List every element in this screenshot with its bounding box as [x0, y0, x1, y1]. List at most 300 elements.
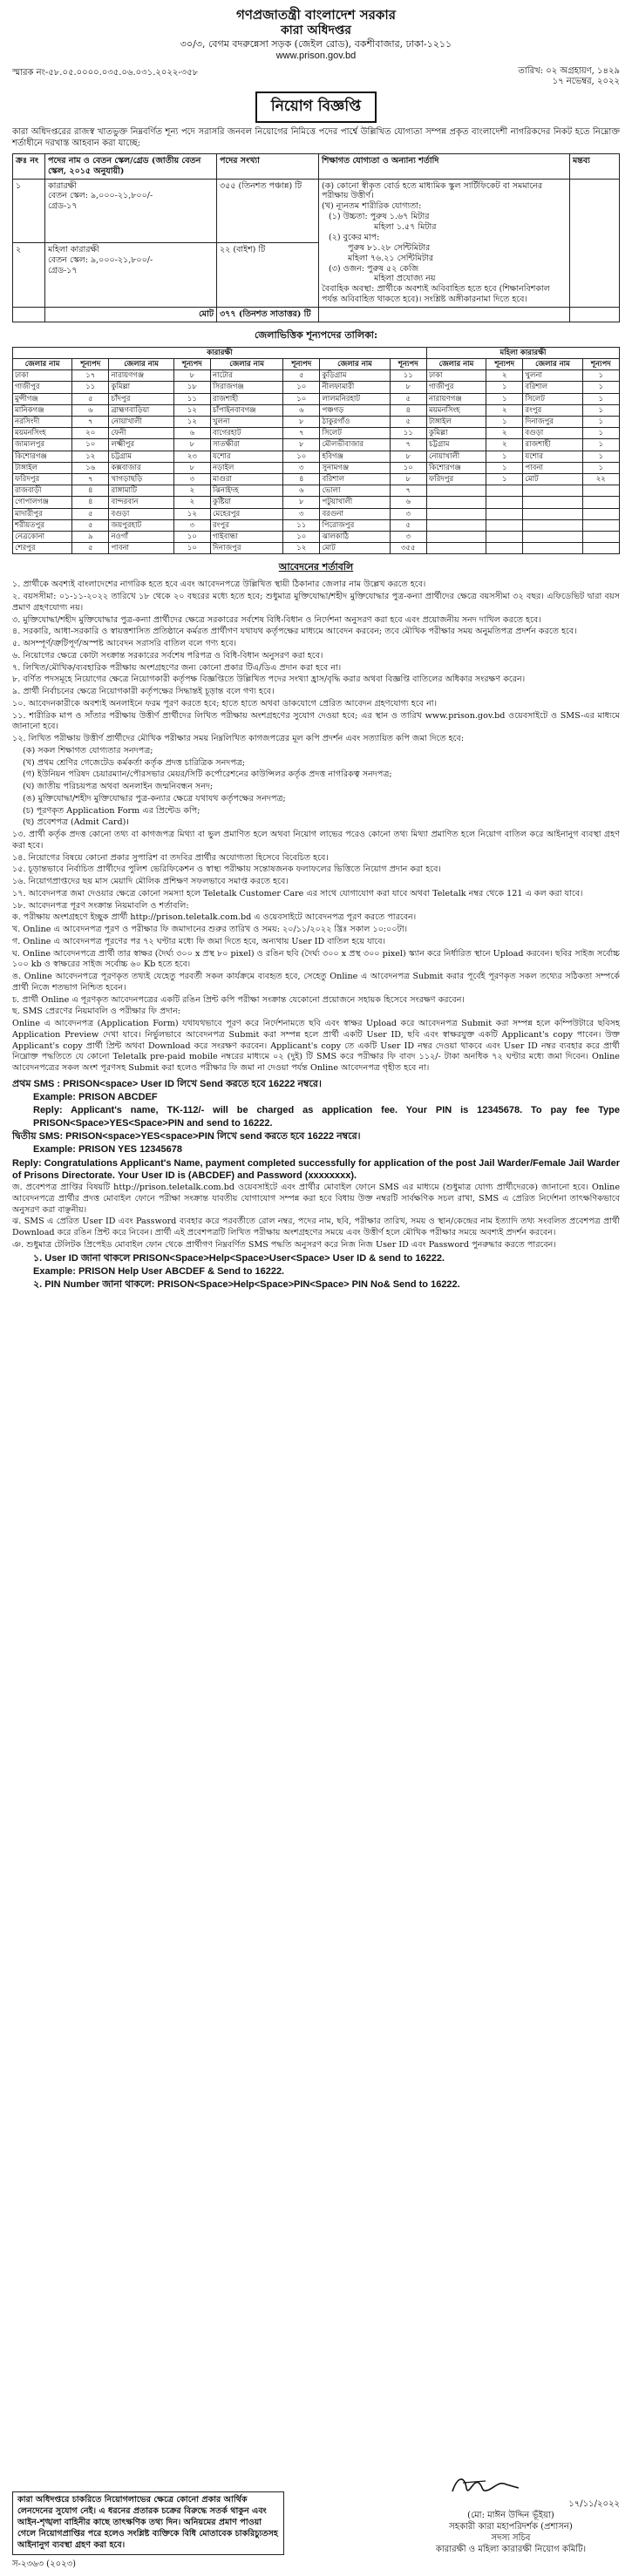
- female-district-vacancy: ২: [486, 439, 523, 451]
- condition-item: ১০. আবেদনকারীকে অবশ্যই অনলাইনে ফরম পূরণ করতে হবে; হাতে হাতে অথবা ডাকযোগে প্রেরিত আবেদন গ্রহণযোগ্য হবে না।: [12, 698, 438, 708]
- condition-item: ১৪. নিয়োগের বিষয়ে কোনো প্রকার সুপারিশ বা তদবির প্রার্থীর অযোগ্যতা হিসেবে বিবেচিত হবে।: [12, 852, 329, 863]
- female-district-name: রংপুর: [523, 404, 582, 416]
- condition-item: খ. Online এ আবেদনপত্র পূরণ ও পরীক্ষার ফি জমাদানের শুরুর তারিখ ও সময়: ২০/১১/২০২২ খ্রিঃ সকাল ১০:০০টা।: [12, 925, 408, 934]
- district-name: পঞ্চগড়: [320, 404, 390, 416]
- sms-second: দ্বিতীয় SMS: PRISON<space>YES<space>PIN লিখে send করতে হবে 16222 নম্বরে।: [12, 1130, 361, 1142]
- condition-item: ৯. প্রার্থী নির্বাচনের ক্ষেত্রে নিয়োগকারী কর্তৃপক্ষের সিদ্ধান্তই চূড়ান্ত বলে গণ্য হবে।: [12, 687, 275, 696]
- qualification-line: মহিলা প্রযোজ্য নয়: [374, 274, 436, 284]
- qualification-line: মহিলা ১.৫৭ মিটার: [374, 222, 437, 232]
- female-district-name: ময়মনসিংহ: [426, 404, 486, 416]
- vacancy-count-header: শূন্যপদ: [173, 359, 210, 370]
- post-count: ৩৫৫ (তিনশত পঞ্চান্ন) টি: [217, 179, 319, 243]
- district-vacancy: ৫: [72, 543, 109, 554]
- sms-example-2: Example: PRISON YES 12345678: [33, 1144, 183, 1156]
- post-serial: ২: [13, 243, 45, 308]
- district-vacancy: ১০: [283, 531, 320, 542]
- footer-code: স-২৩৬৩ (২০২৩): [12, 2559, 76, 2569]
- district-vacancy: ১২: [72, 451, 109, 462]
- post-serial: ১: [13, 179, 45, 243]
- female-district-name: নোয়াখালী: [426, 451, 486, 462]
- female-district-vacancy: ১: [486, 462, 523, 473]
- female-group-title: মহিলা কারারক্ষী: [426, 347, 619, 358]
- district-name: নরসিংদী: [13, 417, 72, 428]
- district-vacancy: ৬: [283, 404, 320, 416]
- post-name: মহিলা কারারক্ষী: [48, 245, 99, 255]
- female-district-vacancy: ১: [486, 382, 523, 393]
- district-vacancy: ৪: [72, 485, 109, 497]
- female-district-name: কিশোরগঞ্জ: [426, 462, 486, 473]
- vacancy-row: [13, 439, 620, 451]
- condition-item: ঙ. Online আবেদনপত্রে পূরণকৃত তথ্যই যেহেতু পরবর্তী সকল কার্যক্রমে ব্যবহৃত হবে, সেহেতু Online এ আবেদনপত্র Submit করার পূর্বেই পূরণকৃত সকল তথ্যের সঠিকতা সম্পর্কে প্রার্থী নিজে শতভাগ নিশ্চিত হবেন।: [12, 972, 620, 993]
- col-serial: ক্রঃ নং: [13, 153, 45, 179]
- condition-item: Online এ আবেদনপত্র (Application Form) যথাযথভাবে পূরণ করে নির্দেশনামতে ছবি এবং স্বাক্ষর Upload করে আবেদনপত্র Submit করা সম্পন্ন হলে কম্পিউটারে ছবিসহ Application Preview দেখা যাবে। নির্ভুলভাবে আবেদনপত্র Submit করা সম্পন্ন হলে প্রার্থী একটি User ID, ছবি এবং স্বাক্ষরযুক্ত একটি Applicant's copy পাবেন। উক্ত Applicant's copy প্রার্থী প্রিন্ট অথবা Download করে সংরক্ষণ করবেন। Applicant's copy তে একটি User ID নম্বর দেওয়া থাকবে এবং User ID নম্বর ব্যবহার করে প্রার্থী নিম্নোক্ত পদ্ধতিতে যে কোনো Teletalk pre-paid mobile নম্বরের মাধ্যমে ০২ (দুই) টি SMS করে পরীক্ষার ফি বাবদ ১১২/- টাকা অনধিক ৭২ ঘণ্টার মধ্যে জমা দিবেন। Online আবেদনপত্রের সকল অংশ পূরণসহ Submit করা হলেও পরীক্ষার ফি জমা না দেওয়া পর্যন্ত Online আবেদনপত্র গৃহীত হবে না।: [12, 1019, 620, 1073]
- vacancy-count-header: শূন্যপদ: [390, 359, 426, 370]
- district-vacancy: ৪: [390, 404, 426, 416]
- condition-item: ১৮. আবেদনপত্র পূরণ সংক্রান্ত নিয়মাবলি ও শর্তাবলি:: [12, 900, 189, 911]
- condition-jha: ঝ. SMS এ প্রেরিত User ID এবং Password ব্যবহার করে পরবর্তীতে রোল নম্বর, পদের নাম, ছবি, পরীক্ষার তারিখ, সময় ও স্থান/কেন্দ্রের নাম ইত্যাদি তথ্য সংবলিত প্রবেশপত্র প্রার্থী Download করে রঙিন প্রিন্ট করে নিবেন। প্রার্থী এই প্রবেশপত্রটি লিখিত পরীক্ষায় অংশগ্রহণের সময়ে এবং উত্তীর্ণ হলে মৌখিক পরীক্ষার সময়ে অবশ্যই প্রদর্শন করবেন।: [12, 1217, 620, 1238]
- district-name: বগুড়া: [109, 508, 173, 519]
- condition-item: ১২. লিখিত পরীক্ষায় উত্তীর্ণ প্রার্থীদের মৌখিক পরীক্ষার সময় নিম্নলিখিত কাগজপত্রের মূল কপি প্রদর্শন এবং সত্যায়িত কপি জমা দিতে হবে:: [12, 734, 465, 743]
- district-name: মেহেরপুর: [211, 508, 283, 519]
- office-address: ৩০/৩, বেগম বদরুন্নেসা সড়ক (জেইল রোড), বকশীবাজার, ঢাকা-১২১১: [180, 38, 452, 51]
- condition-item: ক. পরীক্ষায় অংশগ্রহণে ইচ্ছুক প্রার্থী http://prison.teletalk.com.bd এ ওয়েবসাইটে আবেদনপত্র পূরণ করতে পারবেন।: [12, 912, 417, 923]
- district-header: জেলার নাম: [13, 359, 72, 370]
- qualification-line: (ক) কোনো স্বীকৃত বোর্ড হতে মাধ্যমিক স্কুল সার্টিফিকেট বা সমমানের পরীক্ষায় উত্তীর্ণ।: [322, 180, 543, 201]
- district-vacancy: ১০: [283, 451, 320, 462]
- district-vacancy: ৫: [72, 519, 109, 531]
- signature-image: [445, 2471, 576, 2498]
- intro-paragraph: কারা অধিদপ্তরের রাজস্ব খাতভুক্ত নিম্নবর্ণিত শূন্য পদে সরাসরি জনবল নিয়োগের নিমিত্তে পদের পার্শ্বে উল্লিখিত যোগ্যতা সম্পন্ন প্রকৃত বাংলাদেশী নাগরিকদের নিকট হতে নিম্নোক্ত শর্তাধীনে দরখাস্ত আহবান করা যাচ্ছে:: [12, 126, 620, 149]
- female-district-vacancy: [582, 497, 619, 508]
- qualification-line: (খ) ন্যূনতম শারীরিক যোগ্যতা:: [322, 201, 422, 212]
- date-bangla: ০২ অগ্রহায়ণ, ১৪২৯: [546, 65, 620, 76]
- district-vacancy: ১৬: [72, 462, 109, 473]
- district-vacancy: ২: [173, 485, 210, 497]
- female-district-vacancy: ২২: [582, 473, 619, 485]
- vacancy-column-header: [13, 359, 620, 370]
- district-vacancy: ১১: [72, 382, 109, 393]
- female-district-vacancy: ১: [582, 462, 619, 473]
- district-vacancy: ৬: [173, 428, 210, 439]
- district-vacancy: ৮: [390, 451, 426, 462]
- female-district-name: বরিশাল: [523, 382, 582, 393]
- district-vacancy: ১০: [173, 543, 210, 554]
- female-district-name: গাজীপুর: [426, 382, 486, 393]
- condition-item: ঘ. Online আবেদনপত্রে প্রার্থী তার স্বাক্ষর (দৈর্ঘ্য ৩০০ x প্রস্থ ৮০ pixel) ও রঙিন ছবি (দৈর্ঘ্য ৩০০ x প্রস্থ ৩০০ pixel) স্ক্যান করে নির্ধারিত স্থানে Upload করবেন। ছবির সাইজ সর্বোচ্চ ১০০ kb ও স্বাক্ষরের সাইজ সর্বোচ্চ ৬০ Kb হতে হবে।: [12, 948, 620, 970]
- vacancy-row: [13, 543, 620, 554]
- district-name: কিশোরগঞ্জ: [13, 451, 72, 462]
- district-name: ফেনী: [109, 428, 173, 439]
- district-vacancy: ৮: [283, 497, 320, 508]
- district-vacancy: ১৮: [173, 382, 210, 393]
- sms-first: প্রথম SMS : PRISON<space> User ID লিখে Send করতে হবে 16222 নম্বরে।: [12, 1078, 322, 1089]
- district-vacancy: ৮: [390, 382, 426, 393]
- district-header: জেলার নাম: [523, 359, 582, 370]
- district-vacancy: ৮: [283, 439, 320, 451]
- district-vacancy: ৮: [390, 473, 426, 485]
- vacancy-count-header: শূন্যপদ: [582, 359, 619, 370]
- district-vacancy: ৭: [72, 473, 109, 485]
- district-vacancy: ৮: [173, 462, 210, 473]
- female-district-name: রাজশাহী: [523, 439, 582, 451]
- district-vacancy: ১২: [173, 404, 210, 416]
- reference-row: [12, 66, 620, 88]
- vacancy-row: [13, 370, 620, 382]
- conditions-list: [12, 580, 620, 1074]
- signer-name: (মো: মাঈন উদ্দিন ভূঁইয়া): [467, 2511, 554, 2520]
- col-post: পদের নাম ও বেতন স্কেল/গ্রেড (জাতীয় বেতন স্কেল, ২০১৫ অনুযায়ী): [45, 153, 217, 179]
- district-name: মৌলভীবাজার: [320, 439, 390, 451]
- female-district-name: টাঙ্গাইল: [426, 417, 486, 428]
- female-district-name: [426, 543, 486, 554]
- district-header: জেলার নাম: [211, 359, 283, 370]
- condition-item: ২. বয়সসীমা: ০১-১১-২০২২ তারিখে ১৮ থেকে ২০ বছরের মধ্যে হতে হবে; শুধুমাত্র মুক্তিযোদ্ধা/শহীদ মুক্তিযোদ্ধার পুত্র-কন্যা প্রার্থীদের ক্ষেত্রে বয়সসীমা ৩২ বছর। এফিডেভিট দ্বারা বয়স প্রমাণ গ্রহণযোগ্য নয়।: [12, 592, 620, 613]
- sms-reply-2: Reply: Congratulations Applicant's Name, payment completed successfully for application of the post Jail Warder/Female Jail Warder of Prisons Directorate. Your User ID is (ABCDEF) and Password (xxxxxxxx).: [12, 1157, 620, 1181]
- district-name: কুড়িগ্রাম: [320, 370, 390, 382]
- district-name: নীলফামারী: [320, 382, 390, 393]
- district-vacancy: ১২: [173, 417, 210, 428]
- female-district-vacancy: [582, 508, 619, 519]
- female-district-vacancy: ১: [582, 404, 619, 416]
- col-remarks: মন্তব্য: [570, 153, 620, 179]
- letterhead: [12, 7, 620, 63]
- condition-item: (ঘ) জাতীয় পরিচয়পত্র অথবা অনলাইন জন্মনিবন্ধন সনদ;: [23, 782, 214, 791]
- district-vacancy: ৫: [390, 417, 426, 428]
- remarks-cell: [570, 179, 620, 308]
- female-district-vacancy: [486, 485, 523, 497]
- post-count: ২২ (বাইশ) টি: [217, 243, 319, 308]
- condition-item: গ. Online এ আবেদনপত্র পূরণের পর ৭২ ঘণ্টার মধ্যে ফি জমা দিতে হবে, অন্যথায় User ID বাতিল হয়ে যাবে।: [12, 936, 386, 946]
- vacancy-row: [13, 519, 620, 531]
- female-district-vacancy: ১: [582, 417, 619, 428]
- district-name: কক্সবাজার: [109, 462, 173, 473]
- vacancy-title: জেলাভিত্তিক শূন্যপদের তালিকা:: [254, 329, 378, 341]
- district-name: খাগড়াছড়ি: [109, 473, 173, 485]
- district-name: জামালপুর: [13, 439, 72, 451]
- district-vacancy: ৮: [283, 417, 320, 428]
- condition-item: ১৭. আবেদনপত্র জমা দেওয়ার ক্ষেত্রে কোনো সমস্যা হলে Teletalk Customer Care এর সাথে যোগাযোগ করা যাবে অথবা Teletalk নম্বর থেকে 121 এ কল করা যাবে।: [12, 888, 583, 898]
- date-english: ১৭ নভেম্বর, ২০২২: [552, 77, 620, 87]
- qualification-line: (২) বুকের মাপ:: [329, 232, 380, 242]
- district-name: খুলনা: [211, 417, 283, 428]
- vacancy-row: [13, 485, 620, 497]
- total-label: মোট: [45, 308, 217, 322]
- female-district-vacancy: ১: [486, 393, 523, 404]
- bottom-row: [12, 2471, 620, 2555]
- female-district-vacancy: ১: [582, 439, 619, 451]
- district-vacancy: ১০: [72, 439, 109, 451]
- female-district-name: নারায়ণগঞ্জ: [426, 393, 486, 404]
- female-district-name: [426, 508, 486, 519]
- condition-item: (ছ) প্রবেশপত্র (Admit Card)।: [23, 817, 130, 828]
- female-district-vacancy: ১: [486, 473, 523, 485]
- female-district-name: চট্টগ্রাম: [426, 439, 486, 451]
- page-bottom: [12, 2471, 620, 2573]
- female-district-vacancy: [486, 543, 523, 554]
- district-vacancy: ৩: [283, 508, 320, 519]
- district-vacancy: ২৩: [173, 451, 210, 462]
- sms-lost-userid: ১. User ID জানা থাকলে PRISON<Space>Help<Space>User<Space> User ID & send to 16222.: [33, 1252, 445, 1264]
- condition-item: ৪. সরকারি, আধা-সরকারি ও স্বায়ত্তশাসিত প্রতিষ্ঠানে কর্মরত প্রার্থীগণ যথাযথ কর্তৃপক্ষের মাধ্যমে আবেদন করবেন; তবে মৌখিক পরীক্ষার সময় অনুমতিপত্র প্রদর্শন করতে হবে।: [12, 627, 577, 637]
- district-name: মাগুরা: [211, 473, 283, 485]
- post-total-row: [13, 308, 620, 322]
- district-name: মোট: [320, 543, 390, 554]
- vacancy-row: [13, 393, 620, 404]
- condition-item: ১১. শারীরিক মাপ ও সাঁতার পরীক্ষায় উত্তীর্ণ প্রার্থীদের লিখিত পরীক্ষায় অংশগ্রহণের সুযোগ দেওয়া হবে; এর স্থান ও তারিখ www.prison.gov.bd ওয়েবসাইটে ও SMS-এর মাধ্যমে জানানো হবে।: [12, 710, 620, 732]
- vacancy-group-header: [13, 347, 620, 358]
- district-name: বরগুনা: [320, 508, 390, 519]
- male-group-title: কারারক্ষী: [13, 347, 427, 358]
- district-vacancy: ৩: [173, 519, 210, 531]
- warning-box: কারা অধিদপ্তরে চাকরিতে নিয়োগলাভের ক্ষেত্রে কোনো প্রকার আর্থিক লেনদেনের সুযোগ নেই। এ ধরনের প্রতারক চক্রের বিরুদ্ধে সতর্ক থাকুন এবং আইন-শৃঙ্খলা বাহিনীর কাছে তাৎক্ষণিক তথ্য দিন। অনিয়মের প্রমাণ পাওয়া গেলে নিয়োগপ্রাপ্তির পরে হলেও সংশ্লিষ্ট ব্যক্তিকে বিধি মোতাবেক চাকরিচ্যুতসহ আইনানুগ ব্যবস্থা গ্রহণ করা হবে।: [12, 2491, 284, 2555]
- condition-item: (গ) ইউনিয়ন পরিষদ চেয়ারম্যান/পৌরসভার মেয়র/সিটি কর্পোরেশনের কাউন্সিলর কর্তৃক প্রদত্ত নাগরিকত্ব সনদপত্র;: [23, 769, 392, 780]
- qualification-line: বৈবাহিক অবস্থা: প্রার্থীকে অবশ্যই অবিবাহিত হতে হবে (শিক্ষানবিশকাল পর্যন্ত অবিবাহিত থাকতে হবে)। সংশ্লিষ্ট অঙ্গীকারনামা দিতে হবে।: [322, 284, 550, 305]
- female-district-vacancy: ২: [486, 428, 523, 439]
- district-vacancy: ৫: [283, 370, 320, 382]
- district-name: কুমিল্লা: [109, 382, 173, 393]
- post-grade: গ্রেড-১৭: [48, 266, 78, 275]
- qualification-line: পুরুষ ৮১.২৮ সেন্টিমিটার: [348, 242, 431, 253]
- district-name: শেরপুর: [13, 543, 72, 554]
- female-district-name: [523, 543, 582, 554]
- district-name: ঝিনাইদহ: [211, 485, 283, 497]
- district-vacancy: ১২: [283, 543, 320, 554]
- district-name: বান্দরবান: [109, 497, 173, 508]
- district-name: বাগেরহাট: [211, 428, 283, 439]
- district-vacancy: ২০: [72, 428, 109, 439]
- notice-title: নিয়োগ বিজ্ঞপ্তি: [255, 92, 377, 123]
- district-vacancy: ৪: [283, 473, 320, 485]
- district-name: রাঙ্গামাটি: [109, 485, 173, 497]
- district-header: জেলার নাম: [109, 359, 173, 370]
- district-header: জেলার নাম: [320, 359, 390, 370]
- qualification-line: (১) উচ্চতা: পুরুষ ১.৬৭ মিটার: [329, 212, 430, 222]
- website-link[interactable]: www.prison.gov.bd: [275, 51, 357, 61]
- female-district-vacancy: [486, 508, 523, 519]
- district-vacancy: ১০: [283, 382, 320, 393]
- female-district-name: [523, 531, 582, 542]
- district-vacancy: ৬: [390, 497, 426, 508]
- district-name: ঢাকা: [13, 370, 72, 382]
- vacancy-row: [13, 451, 620, 462]
- committee-name: কারারক্ষী ও মহিলা কারারক্ষী নিয়োগ কমিটি।: [435, 2545, 587, 2554]
- district-name: সুনামগঞ্জ: [320, 462, 390, 473]
- condition-item: ৬. নিয়োগের ক্ষেত্রে কোটা সংক্রান্ত সরকারের সর্বশেষ পরিপত্র ও বিধি-বিধান অনুসরণ করা হবে।: [12, 650, 323, 661]
- female-district-vacancy: [582, 485, 619, 497]
- district-header: জেলার নাম: [426, 359, 486, 370]
- district-vacancy: ১২: [173, 508, 210, 519]
- district-vacancy: ৭: [72, 417, 109, 428]
- district-vacancy: ১০: [173, 531, 210, 542]
- female-district-name: [426, 531, 486, 542]
- condition-item: (ক) সকল শিক্ষাগত যোগ্যতার সনদপত্র;: [23, 745, 153, 756]
- district-name: চাঁপাইনবাবগঞ্জ: [211, 404, 283, 416]
- district-name: নেত্রকোনা: [13, 531, 72, 542]
- memo-number: স্মারক নং-৫৮.০৫.০০০০.০৩৫.০৬.০৩১.২০২২-৩৫৮: [12, 67, 199, 78]
- district-vacancy: ২: [173, 497, 210, 508]
- district-vacancy: ১০: [283, 393, 320, 404]
- district-name: বরিশাল: [320, 473, 390, 485]
- female-district-name: সিলেট: [523, 393, 582, 404]
- date-label: তারিখ: [518, 65, 540, 76]
- vacancy-row: [13, 417, 620, 428]
- district-vacancy: ১৭: [72, 370, 109, 382]
- government-name: গণপ্রজাতন্ত্রী বাংলাদেশ সরকার: [236, 7, 396, 23]
- post-name: কারারক্ষী: [48, 180, 78, 191]
- signer-role: সদস্য সচিব: [491, 2533, 531, 2543]
- female-district-vacancy: ১: [582, 451, 619, 462]
- col-qualification: শিক্ষাগত যোগ্যতা ও অন্যান্য শর্তাদি: [319, 153, 570, 179]
- district-name: রাজশাহী: [211, 393, 283, 404]
- district-name: লালমনিরহাট: [320, 393, 390, 404]
- district-name: ব্রাহ্মণবাড়িয়া: [109, 404, 173, 416]
- district-vacancy: ৩: [283, 462, 320, 473]
- female-district-vacancy: ২: [486, 370, 523, 382]
- district-name: জয়পুরহাট: [109, 519, 173, 531]
- district-vacancy: ৮: [173, 370, 210, 382]
- district-name: নড়াইল: [211, 462, 283, 473]
- female-district-vacancy: [582, 531, 619, 542]
- vacancy-row: [13, 382, 620, 393]
- total-count: ৩৭৭ (তিনশত সাতাত্তর) টি: [217, 308, 319, 322]
- district-vacancy: ৬: [72, 404, 109, 416]
- female-district-name: [426, 519, 486, 531]
- title-wrap: [12, 92, 620, 123]
- district-name: পিরোজপুর: [320, 519, 390, 531]
- district-vacancy: ৩: [390, 531, 426, 542]
- district-name: পটুয়াখালী: [320, 497, 390, 508]
- district-vacancy: ৬: [283, 485, 320, 497]
- vacancy-row: [13, 428, 620, 439]
- district-name: নোয়াখালী: [109, 417, 173, 428]
- vacancy-row: [13, 404, 620, 416]
- female-district-name: বগুড়া: [523, 428, 582, 439]
- female-district-vacancy: ১: [582, 393, 619, 404]
- district-name: হবিগঞ্জ: [320, 451, 390, 462]
- post-table: [12, 153, 620, 322]
- district-name: সিরাজগঞ্জ: [211, 382, 283, 393]
- post-name-cell: [45, 243, 217, 308]
- department-name: কারা অধিদপ্তর: [280, 23, 352, 37]
- col-count: পদের সংখ্যা: [217, 153, 319, 179]
- district-name: চাঁদপুর: [109, 393, 173, 404]
- vacancy-table: [12, 347, 620, 554]
- district-vacancy: ৮: [173, 439, 210, 451]
- sms-lost-userid-example: Example: PRISON Help User ABCDEF & Send to 16222.: [33, 1265, 285, 1277]
- condition-nio: ঞ. শুধুমাত্র টেলিটক প্রিপেইড মোবাইল ফোন থেকে প্রার্থীগণ নিম্নবর্ণিত SMS পদ্ধতি অনুসরণ করে নিজ নিজ User ID এবং Password পুনরুদ্ধার করতে পারবেন।: [12, 1239, 556, 1250]
- district-vacancy: ১১: [173, 393, 210, 404]
- district-vacancy: ৭: [390, 485, 426, 497]
- sms-instructions: [12, 1078, 620, 1291]
- post-table-header: [13, 153, 620, 179]
- condition-item: (খ) প্রথম শ্রেণির গেজেটেড কর্মকর্তা কর্তৃক প্রদত্ত চারিত্রিক সনদপত্র;: [23, 757, 246, 768]
- female-district-vacancy: ১: [582, 382, 619, 393]
- female-district-name: [523, 508, 582, 519]
- female-district-vacancy: ১: [486, 451, 523, 462]
- district-vacancy: ১১: [390, 428, 426, 439]
- district-vacancy: ৫: [72, 393, 109, 404]
- district-vacancy: ১১: [283, 519, 320, 531]
- district-name: গাইবান্ধা: [211, 531, 283, 542]
- district-name: ঝালকাঠি: [320, 531, 390, 542]
- signature-date: ১৭/১১/২০২২: [568, 2499, 620, 2509]
- female-district-name: মোট: [523, 473, 582, 485]
- district-name: ময়মনসিংহ: [13, 428, 72, 439]
- district-name: টাঙ্গাইল: [13, 462, 72, 473]
- district-vacancy: ১০: [390, 462, 426, 473]
- conditions-title: আবেদনের শর্তাবলি: [278, 561, 354, 573]
- district-vacancy: ৩: [173, 473, 210, 485]
- condition-jh: জ. প্রবেশপত্র প্রাপ্তির বিষয়টি http://prison.teletalk.com.bd ওয়েবসাইটে এবং প্রার্থীর মোবাইল ফোনে SMS এর মাধ্যমে (শুধুমাত্র যোগ্য প্রার্থীদেরকে) জানানো হবে। Online আবেদনপত্রে প্রার্থীর প্রদত্ত মোবাইল ফোনে পরীক্ষা সংক্রান্ত যাবতীয় যোগাযোগ সম্পন্ন করা হবে বিধায় উক্ত নম্বরটি সার্বক্ষণিক সচল রাখা, SMS এ প্রেরিত নির্দেশনা তাৎক্ষণিকভাবে অনুসরণ করা বাঞ্ছনীয়।: [12, 1183, 620, 1215]
- vacancy-row: [13, 508, 620, 519]
- vacancy-row: [13, 473, 620, 485]
- district-name: দিনাজপুর: [211, 543, 283, 554]
- sms-example-1: Example: PRISON ABCDEF: [33, 1092, 158, 1103]
- district-vacancy: ৭: [390, 439, 426, 451]
- district-name: গোপালগঞ্জ: [13, 497, 72, 508]
- vacancy-row: [13, 531, 620, 542]
- district-name: যশোর: [211, 451, 283, 462]
- condition-item: (ঙ) মুক্তিযোদ্ধা/শহীদ মুক্তিযোদ্ধার পুত্র-কন্যার ক্ষেত্রে যথাযথ কর্তৃপক্ষের সনদপত্র;: [23, 793, 286, 803]
- vacancy-count-header: শূন্যপদ: [283, 359, 320, 370]
- female-district-name: ঢাকা: [426, 370, 486, 382]
- qualification-line: মহিলা ৭৬.২১ সেন্টিমিটার: [348, 253, 434, 263]
- vacancy-count-header: শূন্যপদ: [486, 359, 523, 370]
- district-vacancy: ৩৫৫: [390, 543, 426, 554]
- district-vacancy: ৭: [283, 428, 320, 439]
- female-district-name: দিনাজপুর: [523, 417, 582, 428]
- district-name: লক্ষ্মীপুর: [109, 439, 173, 451]
- qualification-line: (৩) ওজন: পুরুষ ৫২ কেজি: [329, 263, 419, 274]
- female-district-vacancy: [486, 497, 523, 508]
- district-name: রংপুর: [211, 519, 283, 531]
- condition-item: চ. প্রার্থী Online এ পূরণকৃত আবেদনপত্রের একটি রঙিন প্রিন্ট কপি পরীক্ষা সংক্রান্ত যেকোনো প্রয়োজনে সহায়ক হিসেবে সংরক্ষণ করবেন।: [12, 994, 465, 1005]
- district-name: নওগাঁ: [109, 531, 173, 542]
- female-district-name: কুমিল্লা: [426, 428, 486, 439]
- district-name: পাবনা: [109, 543, 173, 554]
- female-district-name: [426, 497, 486, 508]
- post-row: [13, 179, 620, 243]
- condition-item: ৩. মুক্তিযোদ্ধা/শহীদ মুক্তিযোদ্ধার পুত্র-কন্যা প্রার্থীদের ক্ষেত্রে সরকারের সর্বশেষ বিধি-বিধান ও নির্দেশনা অনুসরণ করা হবে এবং প্রয়োজনীয় সনদ দাখিল করতে হবে।: [12, 614, 541, 625]
- district-name: মানিকগঞ্জ: [13, 404, 72, 416]
- female-district-vacancy: ১: [582, 428, 619, 439]
- condition-item: ১৩. প্রার্থী কর্তৃক প্রদত্ত কোনো তথ্য বা কাগজপত্র মিথ্যা বা ভুল প্রমাণিত হলে অথবা নিয়োগ লাভের পরেও কোনো তথ্য মিথ্যা প্রমাণিত হলে নিয়োগ বাতিল করে আইনানুগ ব্যবস্থা গ্রহণ করা হবে।: [12, 830, 620, 851]
- district-name: কুষ্টিয়া: [211, 497, 283, 508]
- district-vacancy: ১১: [390, 370, 426, 382]
- signer-designation: সহকারী কারা মহাপরিদর্শক (প্রশাসন): [449, 2522, 573, 2532]
- condition-item: ৫. অসম্পূর্ণ/ত্রুটিপূর্ণ/অস্পষ্ট আবেদন সরাসরি বাতিল বলে গণ্য হবে।: [12, 639, 237, 648]
- qualification-cell: [319, 179, 570, 308]
- district-name: ফরিদপুর: [13, 473, 72, 485]
- female-district-name: [523, 485, 582, 497]
- post-name-cell: [45, 179, 217, 243]
- female-district-name: খুলনা: [523, 370, 582, 382]
- district-vacancy: ৫: [390, 519, 426, 531]
- district-name: মাদারীপুর: [13, 508, 72, 519]
- condition-item: ৮. বর্ণিত পদসমূহে নিয়োগের ক্ষেত্রে নিয়োগকারী কর্তৃপক্ষ বিজ্ঞপ্তিতে উল্লিখিত পদের সংখ্যা হ্রাস/বৃদ্ধি করার অথবা বিজ্ঞপ্তি বাতিলের অধিকার সংরক্ষণ করেন।: [12, 675, 526, 685]
- condition-item: ১৬. নিয়োগপ্রাপ্তদের ছয় মাস মেয়াদি মৌলিক প্রশিক্ষণ সফলভাবে সমাপ্ত করতে হবে।: [12, 877, 289, 886]
- district-name: মুন্সীগঞ্জ: [13, 393, 72, 404]
- district-name: নাটোর: [211, 370, 283, 382]
- vacancy-row: [13, 462, 620, 473]
- district-name: ঠাকুরগাঁও: [320, 417, 390, 428]
- condition-item: ১৫. চূড়ান্তভাবে নির্বাচিত প্রার্থীদের পুলিশ ভেরিফিকেশন ও স্বাস্থ্য পরীক্ষায় সন্তোষজনক ফলাফলের ভিত্তিতে নিয়োগ প্রদান করা হবে।: [12, 864, 441, 875]
- district-vacancy: ৯: [72, 531, 109, 542]
- female-district-name: ফরিদপুর: [426, 473, 486, 485]
- post-grade: গ্রেড-১৭: [48, 201, 78, 212]
- district-vacancy: ৩: [390, 508, 426, 519]
- female-district-name: [523, 519, 582, 531]
